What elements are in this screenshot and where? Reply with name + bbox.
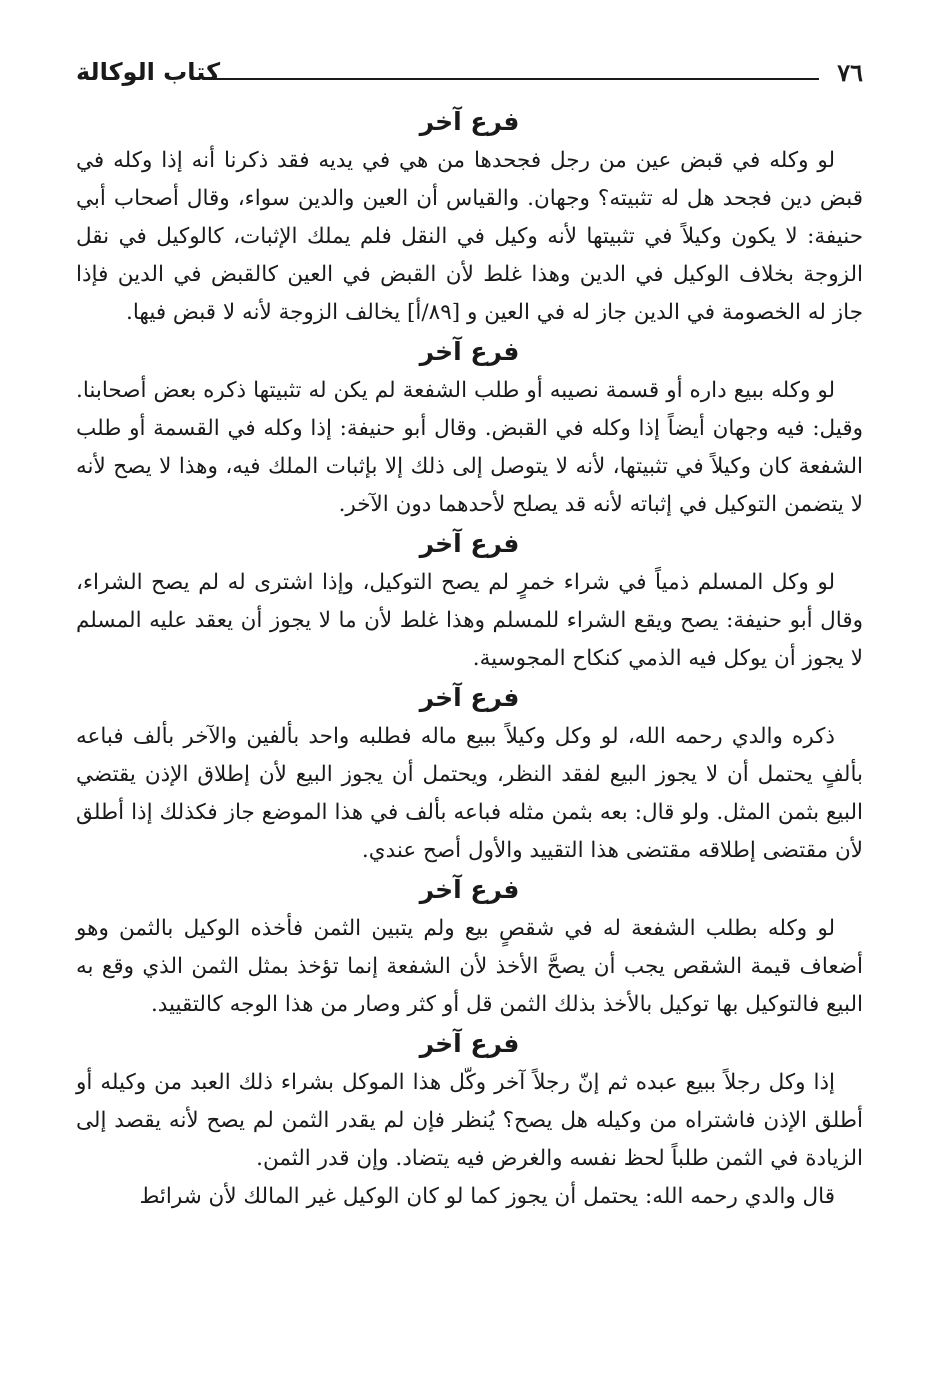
running-title: كتاب الوكالة	[76, 58, 221, 86]
section-paragraph: لو وكله في قبض عين من رجل فجحدها من هي في يديه فقد ذكرنا أنه إذا وكله في قبض دين فجحد هل له تثبيته؟ وجهان. والقياس أن العين والدين سواء، وقال أصحاب أبي حنيفة: لا يكون وكيلاً في تثبيتها لأنه وكيل في النقل فلم يملك الإثبات، كالوكيل في نقل الزوجة بخلاف الوكيل في الدين وهذا غلط لأن القبض في العين كالقبض في الدين فإذا جاز له الخصومة في الدين جاز له في العين و [٨٩/أ] يخالف الزوجة لأنه لا قبض فيها.	[76, 148, 863, 325]
section-heading: فرع آخر	[419, 875, 520, 904]
section-heading: فرع آخر	[419, 1029, 520, 1058]
section-paragraph: قال والدي رحمه الله: يحتمل أن يجوز كما لو كان الوكيل غير المالك لأن شرائط	[139, 1184, 835, 1209]
section-paragraph: ذكره والدي رحمه الله، لو وكل وكيلاً ببيع ماله فطلبه واحد بألفين والآخر بألف فباعه بألفٍ يحتمل أن لا يجوز البيع لفقد النظر، ويحتمل أن يجوز البيع لأن إطلاق الإذن يقتضي البيع بثمن المثل. ولو قال: بعه بثمن مثله فباعه بألف في هذا الموضع جاز فكذلك إذا أطلق لأن مقتضى إطلاقه مقتضى هذا التقييد والأول أصح عندي.	[76, 724, 863, 863]
page-header	[76, 54, 863, 94]
section-heading: فرع آخر	[419, 107, 520, 136]
section-paragraph: إذا وكل رجلاً ببيع عبده ثم إنّ رجلاً آخر وكّل هذا الموكل بشراء ذلك العبد من وكيله أو أطلق الإذن فاشتراه من وكيله هل يصح؟ يُنظر فإن لم يقدر الثمن لم يصح لأنه يقصد إلى الزيادة في الثمن طلباً لحظ نفسه والغرض فيه يتضاد. وإن قدر الثمن.	[76, 1070, 863, 1171]
section-heading: فرع آخر	[419, 683, 520, 712]
section	[76, 102, 863, 332]
section	[76, 870, 863, 1024]
section	[76, 1024, 863, 1216]
section-heading: فرع آخر	[419, 337, 520, 366]
header-rule	[206, 78, 819, 80]
section	[76, 678, 863, 870]
section-heading: فرع آخر	[419, 529, 520, 558]
section-paragraph: لو وكله بطلب الشفعة له في شقصٍ بيع ولم يتبين الثمن فأخذه الوكيل بالثمن وهو أضعاف قيمة الشقص يجب أن يصحَّ الأخذ لأن الشفعة إنما تؤخذ بمثل الثمن الذي وقع به البيع فالتوكيل بها توكيل بالأخذ بذلك الثمن قل أو كثر وصار من هذا الوجه كالتقييد.	[76, 916, 863, 1017]
page-number: ٧٦	[837, 58, 863, 87]
section	[76, 332, 863, 524]
page-content	[76, 102, 863, 1216]
section	[76, 524, 863, 678]
section-paragraph: لو وكل المسلم ذمياً في شراء خمرٍ لم يصح التوكيل، وإذا اشترى له لم يصح الشراء، وقال أبو حنيفة: يصح ويقع الشراء للمسلم وهذا غلط لأن ما لا يجوز أن يعقد عليه المسلم لا يجوز أن يوكل فيه الذمي كنكاح المجوسية.	[76, 570, 863, 671]
section-paragraph: لو وكله ببيع داره أو قسمة نصيبه أو طلب الشفعة لم يكن له تثبيتها ذكره بعض أصحابنا. وقيل: فيه وجهان أيضاً إذا وكله في القبض. وقال أبو حنيفة: إذا وكله في القسمة أو طلب الشفعة كان وكيلاً في تثبيتها، لأنه لا يتوصل إلى ذلك إلا بإثبات الملك فيه، وهذا لا يصح لأنه لا يتضمن التوكيل في إثباته لأنه قد يصلح لأحدهما دون الآخر.	[76, 378, 863, 517]
